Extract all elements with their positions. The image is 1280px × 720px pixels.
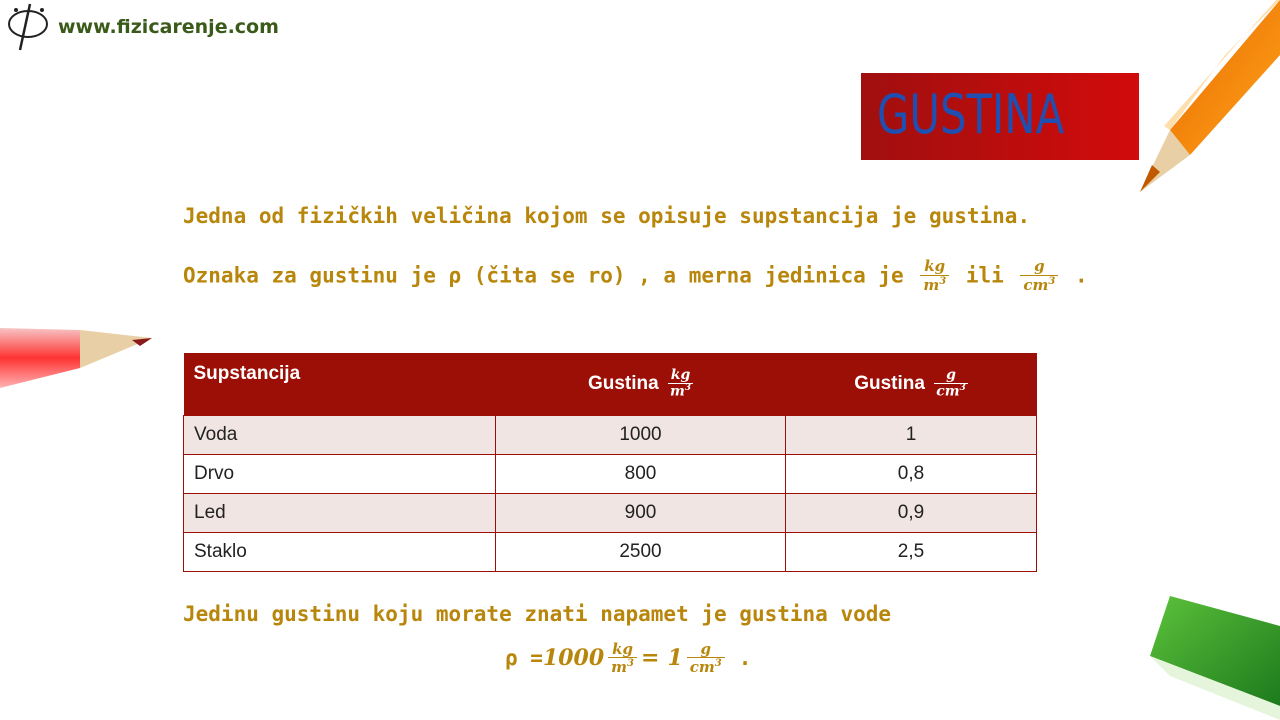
cell-density-kg: 2500 (496, 533, 786, 572)
formula-value-kg: 1000 (542, 645, 605, 671)
formula-unit-kg-m3 (608, 641, 637, 676)
header-density-label-2: Gustina (854, 373, 925, 395)
unit1-denominator (920, 275, 949, 294)
line2-period: . (1075, 263, 1088, 288)
title-banner (861, 73, 1139, 160)
pencil-red-icon (0, 318, 160, 398)
cell-density-kg: 1000 (496, 416, 786, 455)
cell-density-g: 0,9 (786, 494, 1037, 533)
unit-g-per-cm3 (1020, 258, 1058, 293)
header-unit2-den (934, 383, 968, 400)
water-density-formula (505, 632, 751, 684)
header-unit1-exp: 3 (684, 383, 692, 394)
table-row (184, 416, 1037, 455)
unit2-numerator: g (1034, 257, 1045, 275)
formula-unit1-exp: 3 (627, 658, 635, 669)
unit1-den-base: m (923, 275, 940, 294)
page-title: GUSTINA (877, 83, 1065, 146)
unit2-den-base: cm (1023, 275, 1049, 294)
formula-equals: = (641, 645, 660, 671)
cell-density-g: 2,5 (786, 533, 1037, 572)
logo-mark-icon (6, 2, 52, 52)
header-density-label: Gustina (587, 373, 659, 395)
formula-unit2-den-base: cm (689, 658, 715, 676)
table-row (184, 455, 1037, 494)
header-unit-kg-m3 (668, 368, 693, 400)
header-density-g-cm3 (786, 353, 1037, 416)
formula-value-g: 1 (667, 645, 683, 671)
header-unit2-num: g (946, 366, 956, 383)
formula-period: . (738, 646, 752, 670)
site-url[interactable]: www.fizicarenje.com (58, 16, 279, 38)
unit1-numerator: kg (924, 257, 946, 275)
formula-unit2-num: g (700, 639, 711, 658)
density-table (183, 353, 1037, 572)
unit2-denominator (1020, 275, 1058, 294)
unit1-exponent: 3 (939, 275, 947, 287)
unit2-exponent: 3 (1048, 275, 1056, 287)
header-unit1-den-base: m (669, 383, 685, 400)
cell-substance: Led (184, 494, 496, 533)
table-header-row (184, 353, 1037, 416)
water-density-sentence: Jedinu gustinu koju morate znati napamet je gustina vode (183, 602, 892, 626)
cell-substance: Staklo (184, 533, 496, 572)
or-text: ili (965, 263, 1004, 288)
header-density-kg-m3 (496, 353, 786, 416)
intro-sentence: Jedna od fizičkih veličina kojom se opisuje supstancija je gustina. (183, 204, 1031, 228)
pencil-orange-icon (1130, 0, 1280, 200)
header-unit-g-cm3 (934, 368, 968, 400)
site-logo[interactable] (6, 2, 286, 52)
symbol-text: Oznaka za gustinu je ρ (čita se ro) , a merna jedinica je (183, 263, 904, 288)
cell-substance: Voda (184, 416, 496, 455)
table-row (184, 533, 1037, 572)
cell-density-kg: 900 (496, 494, 786, 533)
header-unit1-num: kg (670, 366, 691, 383)
header-unit2-exp: 3 (959, 383, 966, 394)
cell-density-kg: 800 (496, 455, 786, 494)
header-unit1-den (668, 383, 693, 400)
cell-density-g: 0,8 (786, 455, 1037, 494)
unit-kg-per-m3 (920, 258, 949, 293)
formula-unit2-exp: 3 (714, 658, 722, 669)
table-row (184, 494, 1037, 533)
formula-unit1-den (608, 657, 637, 676)
cell-density-g: 1 (786, 416, 1037, 455)
formula-unit2-den (687, 657, 725, 676)
formula-unit-g-cm3 (687, 641, 725, 676)
cell-substance: Drvo (184, 455, 496, 494)
formula-rho: ρ = (505, 646, 543, 670)
green-corner-shape-icon (1150, 596, 1280, 720)
formula-unit1-num: kg (612, 639, 634, 658)
formula-unit1-den-base: m (611, 658, 628, 676)
symbol-unit-sentence (183, 258, 1088, 310)
header-unit2-den-base: cm (936, 383, 960, 400)
header-substance: Supstancija (184, 353, 496, 416)
